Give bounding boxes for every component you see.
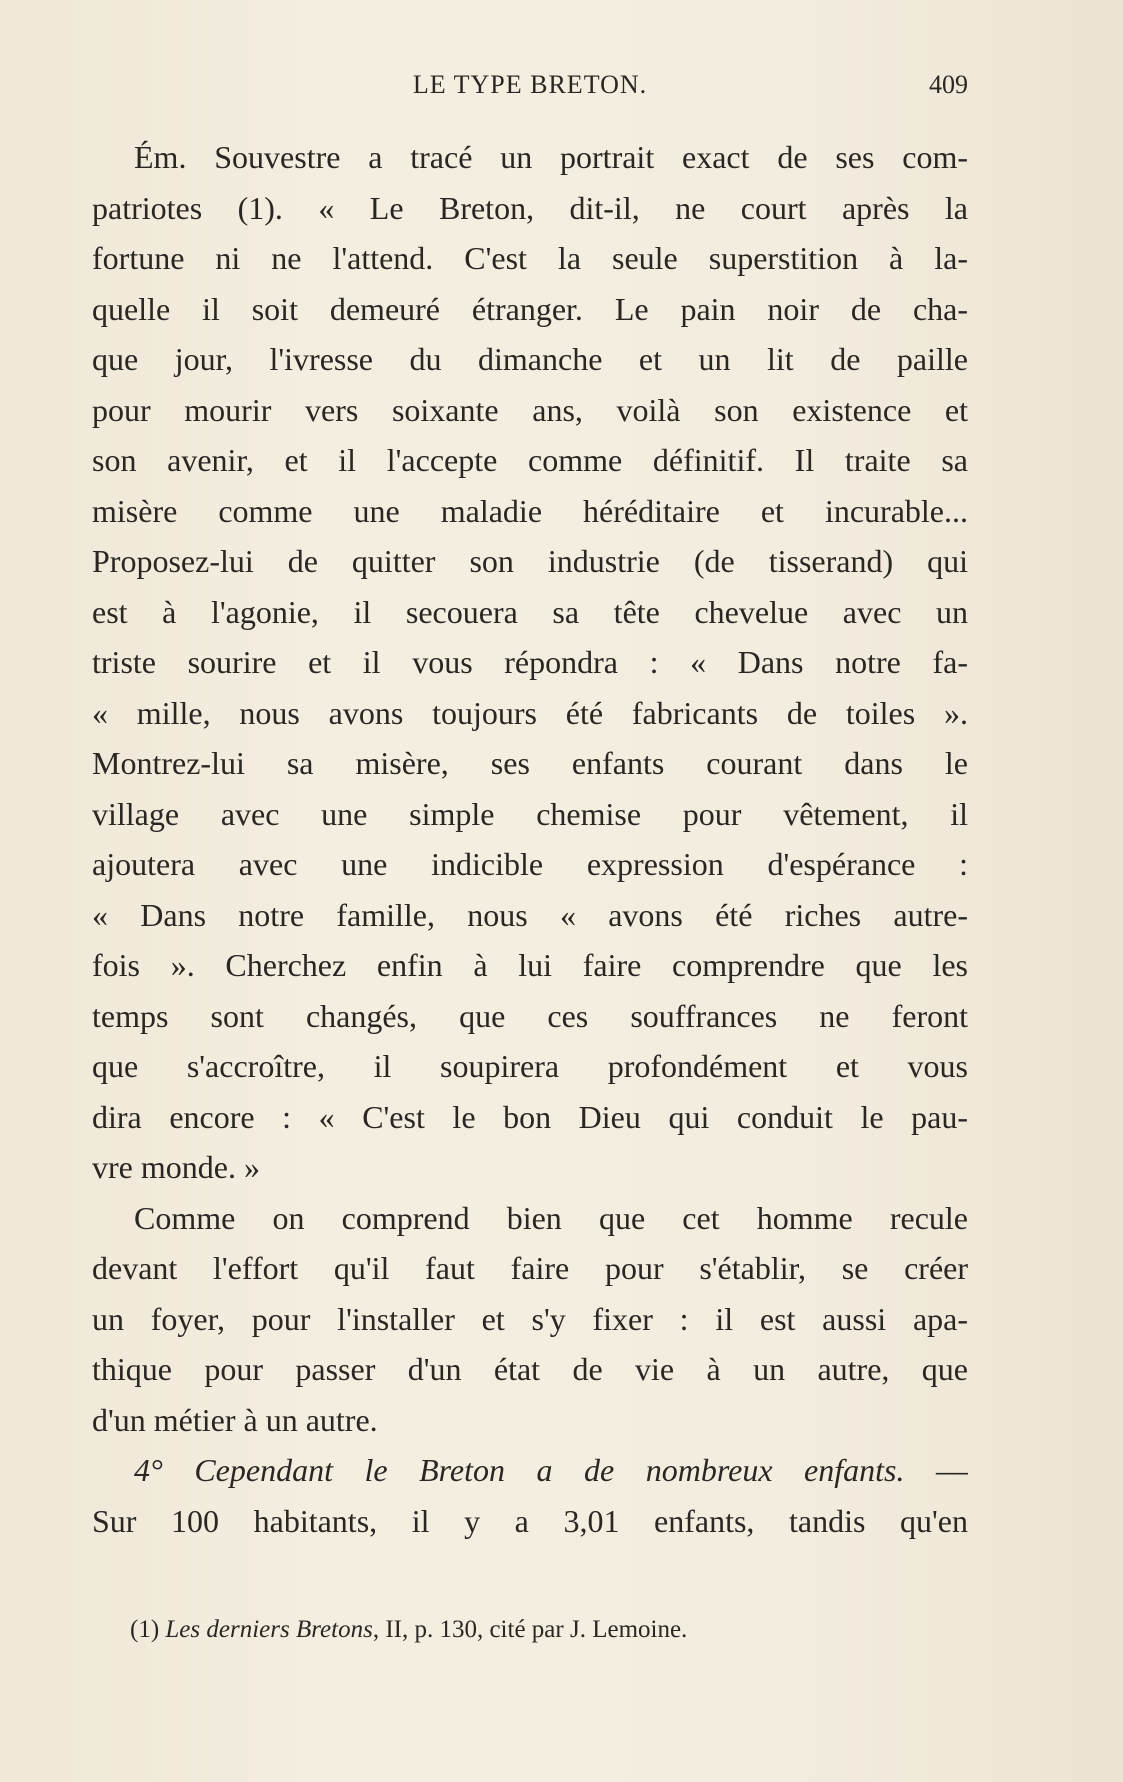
text-line: que s'accroître, il soupirera profondément et vous	[92, 1048, 968, 1084]
text-line: Ém. Souvestre a tracé un portrait exact de ses com-	[134, 139, 968, 175]
text-line: quelle il soit demeuré étranger. Le pain noir de cha-	[92, 290, 968, 327]
footnote-marker: (1)	[130, 1616, 160, 1643]
paragraph-2	[92, 1193, 968, 1446]
text-line: ajoutera avec une indicible expression d'espérance :	[92, 846, 968, 882]
text-line: triste sourire et il vous répondra : « Dans notre fa-	[92, 644, 968, 680]
text-line: « Dans notre famille, nous « avons été riches autre-	[92, 896, 968, 933]
footnote-citation: , II, p. 130, cité par J. Lemoine.	[372, 1616, 688, 1643]
text-line: devant l'effort qu'il faut faire pour s'établir, se créer	[92, 1250, 968, 1286]
text-line: Sur 100 habitants, il y a 3,01 enfants, tandis qu'en	[92, 1502, 968, 1539]
text-line: village avec une simple chemise pour vêtement, il	[92, 795, 968, 832]
text-line: Montrez-lui sa misère, ses enfants courant dans le	[92, 745, 968, 781]
text-line: fortune ni ne l'attend. C'est la seule superstition à la-	[92, 240, 968, 276]
text-line: patriotes (1). « Le Breton, dit-il, ne court après la	[92, 189, 968, 226]
text-line: son avenir, et il l'accepte comme définitif. Il traite sa	[92, 442, 968, 478]
paragraph-1	[92, 132, 968, 1193]
text-line: vre monde. »	[92, 1149, 260, 1185]
text-line: temps sont changés, que ces souffrances ne feront	[92, 997, 968, 1034]
text-line: fois ». Cherchez enfin à lui faire comprendre que les	[92, 947, 968, 983]
text-line: un foyer, pour l'installer et s'y fixer : il est aussi apa-	[92, 1300, 968, 1337]
section-heading: 4° Cependant le Breton a de nombreux enfants.	[134, 1452, 905, 1488]
page-body	[92, 132, 968, 1546]
text-line: que jour, l'ivresse du dimanche et un lit de paille	[92, 341, 968, 377]
text-line: « mille, nous avons toujours été fabricants de toiles ».	[92, 694, 968, 731]
text-line: d'un métier à un autre.	[92, 1401, 378, 1438]
text-line: dira encore : « C'est le bon Dieu qui conduit le pau-	[92, 1098, 968, 1135]
footnote-book-title: Les derniers Bretons	[165, 1616, 373, 1643]
text-line: Proposez-lui de quitter son industrie (de tisserand) qui	[92, 543, 968, 579]
text-line: pour mourir vers soixante ans, voilà son existence et	[92, 391, 968, 428]
heading-dash: —	[904, 1452, 968, 1488]
text-line: misère comme une maladie héréditaire et incurable...	[92, 492, 968, 529]
text-line: Comme on comprend bien que cet homme recule	[134, 1199, 968, 1236]
page-header	[92, 66, 968, 106]
section-heading-line	[92, 1445, 968, 1496]
text-line: thique pour passer d'un état de vie à un autre, que	[92, 1351, 968, 1387]
page-number: 409	[929, 70, 968, 99]
paragraph-3	[92, 1445, 968, 1546]
running-title: LE TYPE BRETON.	[412, 70, 648, 99]
text-line: est à l'agonie, il secouera sa tête chevelue avec un	[92, 593, 968, 630]
footnote	[130, 1612, 970, 1648]
